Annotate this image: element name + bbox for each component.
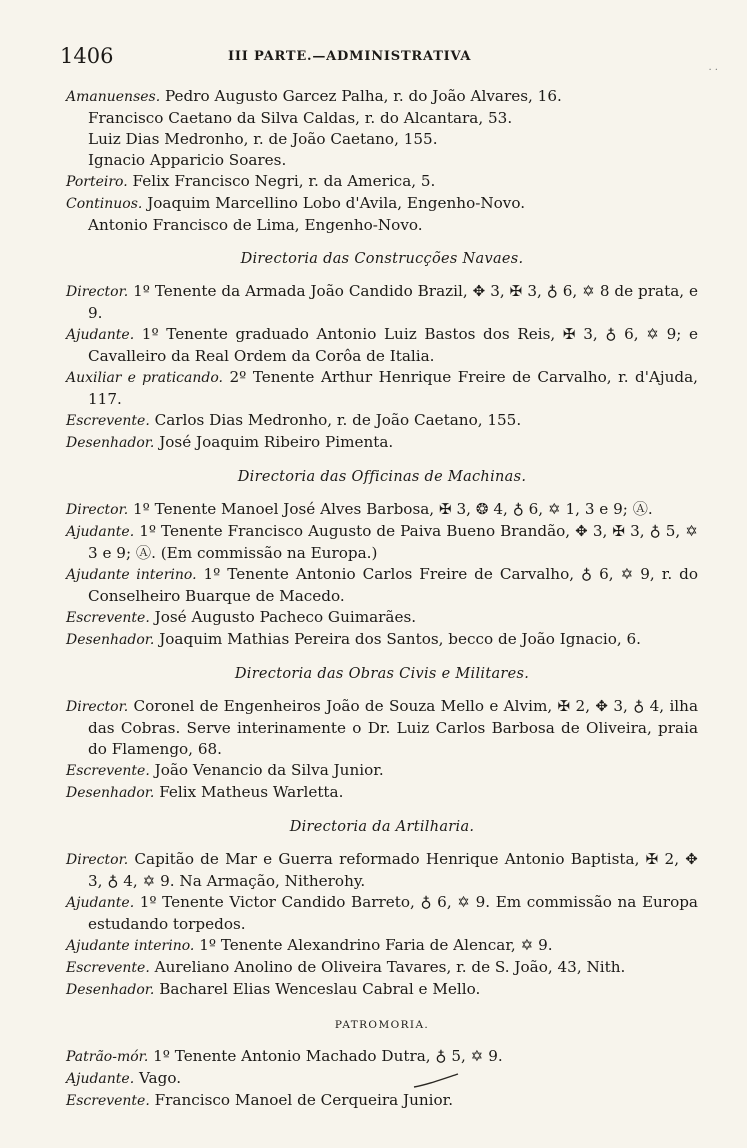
directory-entry [66,432,698,454]
entry-text: 1º Tenente Antonio Machado Dutra, ♁ 5, ✡ 9. [153,1047,503,1065]
directory-entry [66,696,698,760]
entry-role: Desenhador. [66,982,155,998]
entry-role: Escrevente. [66,610,150,626]
entry-text: Francisco Caetano da Silva Caldas, r. do Alcantara, 53. [88,109,513,127]
entry-text: 1º Tenente da Armada João Candido Brazil, ✥ 3, ✠ 3, ♁ 6, ✡ 8 de prata, e 9. [88,282,698,322]
entry-text: 1º Tenente Antonio Carlos Freire de Carvalho, ♁ 6, ✡ 9, r. do Conselheiro Buarque de Macedo. [88,565,698,605]
entry-role: Patrão-mór. [66,1049,149,1065]
directory-entry [66,171,698,193]
entry-text: 1º Tenente Francisco Augusto de Paiva Bueno Brandão, ✥ 3, ✠ 3, ♁ 5, ✡ 3 e 9; Ⓐ. (Em commissão na Europa.) [88,522,699,562]
entry-text: 1º Tenente Alexandrino Faria de Alencar, ✡ 9. [199,936,553,954]
entry-role: Escrevente. [66,413,150,429]
directory-entry [66,935,698,957]
directory-entry [66,1090,698,1112]
section-title: Directoria das Obras Civis e Militares. [234,666,530,682]
directory-entry [66,86,698,108]
entry-text: Pedro Augusto Garcez Palha, r. do João Alvares, 16. [165,87,562,105]
directory-entry [66,564,698,607]
section-title: Directoria da Artilharia. [289,819,475,835]
directory-entry [66,215,698,236]
directory-entry [66,629,698,651]
entry-text: 1º Tenente Victor Candido Barreto, ♁ 6, ✡ 9. Em commissão na Europa estudando torpedos. [88,893,698,933]
entry-role: Ajudante. [66,327,135,343]
entry-text: José Augusto Pacheco Guimarães. [154,608,417,626]
entry-role: Director. [66,699,129,715]
entry-role: Desenhador. [66,632,155,648]
entry-text: Aureliano Anolino de Oliveira Tavares, r. de S. João, 43, Nith. [154,958,626,976]
entry-text: Felix Matheus Warletta. [159,783,344,801]
entry-text: 2º Tenente Arthur Henrique Freire de Carvalho, r. d'Ajuda, 117. [88,368,699,408]
entry-text: João Venancio da Silva Junior. [154,761,384,779]
entry-text: Carlos Dias Medronho, r. de João Caetano, 155. [154,411,522,429]
running-head: III PARTE.—ADMINISTRATIVA [228,49,472,64]
entry-role: Porteiro. [66,174,128,190]
directory-entry [66,760,698,782]
entry-text: Francisco Manoel de Cerqueira Junior. [154,1091,454,1109]
directory-entry [66,1068,698,1090]
entry-text: Antonio Francisco de Lima, Engenho-Novo. [88,216,423,234]
entry-role: Auxiliar e praticando. [66,370,223,386]
section-title: Directoria das Officinas de Machinas. [237,469,527,485]
entry-role: Director. [66,284,129,300]
entry-text: Capitão de Mar e Guerra reformado Henrique Antonio Baptista, ✠ 2, ✥ 3, ♁ 4, ✡ 9. Na Armação, Nitherohy. [88,850,698,890]
directory-entry [66,607,698,629]
directory-entry [66,193,698,215]
entry-role: Escrevente. [66,1093,150,1109]
entry-role: Ajudante. [66,895,135,911]
entry-role: Ajudante. [66,1071,135,1087]
entry-role: Desenhador. [66,785,155,801]
page-header [60,44,718,73]
entry-role: Ajudante interino. [66,567,197,583]
entry-role: Continuos. [66,196,143,212]
section-title: Directoria das Construcções Navaes. [240,251,524,267]
entry-text: Ignacio Apparicio Soares. [88,151,287,169]
entry-role: Ajudante. [66,524,135,540]
entry-role: Desenhador. [66,435,155,451]
entry-text: 1º Tenente graduado Antonio Luiz Bastos dos Reis, ✠ 3, ♁ 6, ✡ 9; e Cavalleiro da Real Ordem da Corôa de Italia. [88,325,698,365]
entry-text: Luiz Dias Medronho, r. de João Caetano, 155. [88,130,438,148]
directory-entry [66,129,698,150]
directory-entry [66,410,698,432]
margin-mark: . . [708,62,718,73]
entry-role: Escrevente. [66,763,150,779]
entry-role: Director. [66,852,129,868]
entry-role: Ajudante interino. [66,938,195,954]
entry-role: Director. [66,502,129,518]
directory-entry [66,367,698,410]
page-number: 1406 [60,44,114,68]
entry-text: Felix Francisco Negri, r. da America, 5. [132,172,436,190]
section-title: PATROMORIA. [334,1019,430,1031]
directory-entry [66,957,698,979]
entry-text: Joaquim Marcellino Lobo d'Avila, Engenho-Novo. [147,194,526,212]
directory-entry [66,281,698,324]
directory-entry [66,108,698,129]
directory-entry [66,324,698,367]
closing-flourish [412,1070,462,1092]
directory-entry [66,892,698,935]
entry-role: Escrevente. [66,960,150,976]
directory-entry [66,499,698,521]
directory-entry [66,150,698,171]
directory-entry [66,979,698,1001]
document-body [66,86,698,1112]
entry-text: Bacharel Elias Wenceslau Cabral e Mello. [159,980,481,998]
entry-text: 1º Tenente Manoel José Alves Barbosa, ✠ 3, ❂ 4, ♁ 6, ✡ 1, 3 e 9; Ⓐ. [133,500,653,518]
entry-text: Joaquim Mathias Pereira dos Santos, becco de João Ignacio, 6. [159,630,641,648]
directory-entry [66,521,698,564]
entry-text: José Joaquim Ribeiro Pimenta. [159,433,394,451]
entry-role: Amanuenses. [66,89,161,105]
entry-text: Coronel de Engenheiros João de Souza Mello e Alvim, ✠ 2, ✥ 3, ♁ 4, ilha das Cobras. Serve interinamente o Dr. Luiz Carlos Barbosa de Oliveira, praia do Flamengo, 68. [88,697,698,758]
entry-text: Vago. [138,1069,182,1087]
directory-entry [66,849,698,892]
directory-entry [66,1046,698,1068]
directory-entry [66,782,698,804]
